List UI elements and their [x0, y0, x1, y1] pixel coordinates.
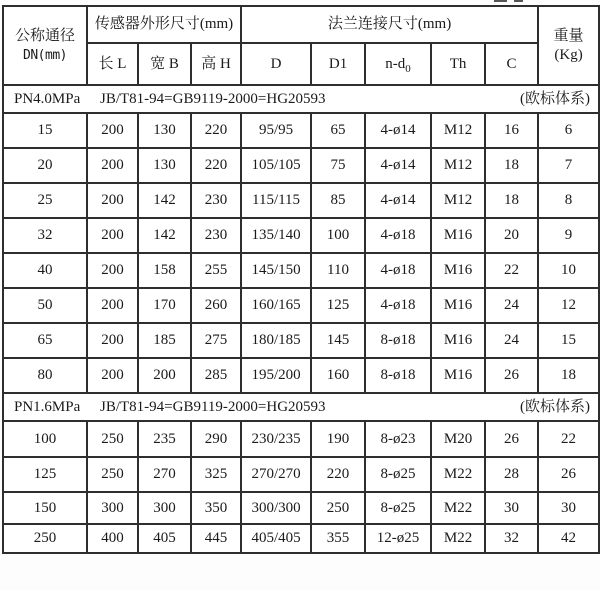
table-cell: 18: [485, 183, 538, 218]
dimension-spec-table: [2, 5, 600, 554]
table-cell: 12-ø25: [365, 524, 431, 553]
table-cell: 50: [3, 288, 87, 323]
table-cell: 405/405: [241, 524, 311, 553]
table-cell: 80: [3, 358, 87, 393]
table-cell: 95/95: [241, 113, 311, 148]
table-cell: 160: [311, 358, 365, 393]
table-row: [3, 113, 599, 148]
table-cell: 8-ø18: [365, 323, 431, 358]
table-cell: 200: [87, 253, 138, 288]
nd0-base: n-d: [385, 55, 406, 72]
col-header-height: 高 H: [191, 43, 241, 85]
table-cell: 15: [538, 323, 599, 358]
col-header-length: 长 L: [87, 43, 138, 85]
table-cell: 4-ø14: [365, 183, 431, 218]
table-cell: 200: [87, 288, 138, 323]
weight-unit: (Kg): [554, 46, 583, 63]
table-cell: 145: [311, 323, 365, 358]
table-cell: 8-ø25: [365, 492, 431, 524]
table-cell: 12: [538, 288, 599, 323]
table-cell: 26: [485, 358, 538, 393]
table-cell: 125: [311, 288, 365, 323]
table-cell: 4-ø18: [365, 253, 431, 288]
table-cell: 445: [191, 524, 241, 553]
table-cell: 7: [538, 148, 599, 183]
table-cell: 150: [3, 492, 87, 524]
col-header-width: 宽 B: [138, 43, 191, 85]
table-row: [3, 148, 599, 183]
table-cell: 290: [191, 421, 241, 457]
table-cell: 250: [87, 457, 138, 492]
table-cell: 220: [191, 113, 241, 148]
table-cell: 110: [311, 253, 365, 288]
table-cell: 250: [87, 421, 138, 457]
table-cell: 200: [87, 358, 138, 393]
table-cell: 24: [485, 288, 538, 323]
table-cell: M12: [431, 183, 485, 218]
table-cell: M22: [431, 492, 485, 524]
col-header-nd0: [365, 43, 431, 85]
table-cell: 220: [191, 148, 241, 183]
table-cell: 355: [311, 524, 365, 553]
table-cell: 200: [138, 358, 191, 393]
table-cell: 235: [138, 421, 191, 457]
table-cell: 42: [538, 524, 599, 553]
col-header-d1: D1: [311, 43, 365, 85]
table-cell: 400: [87, 524, 138, 553]
table-cell: 4-ø14: [365, 113, 431, 148]
table-cell: 4-ø18: [365, 218, 431, 253]
table-cell: 270: [138, 457, 191, 492]
table-cell: 250: [3, 524, 87, 553]
table-cell: 145/150: [241, 253, 311, 288]
table-row: [3, 218, 599, 253]
table-cell: M22: [431, 524, 485, 553]
table-cell: 255: [191, 253, 241, 288]
table-cell: 275: [191, 323, 241, 358]
col-header-th: Th: [431, 43, 485, 85]
col-header-dn: [3, 6, 87, 85]
table-cell: 325: [191, 457, 241, 492]
table-cell: 8-ø25: [365, 457, 431, 492]
table-cell: 190: [311, 421, 365, 457]
cropped-text-fragment: [514, 0, 523, 2]
table-cell: 4-ø18: [365, 288, 431, 323]
table-row: [3, 524, 599, 553]
table-cell: M16: [431, 218, 485, 253]
table-row: [3, 183, 599, 218]
section-cell: [3, 85, 599, 113]
table-cell: 300: [138, 492, 191, 524]
standard-reference: JB/T81-94=GB9119-2000=HG20593: [100, 398, 326, 415]
table-cell: 200: [87, 218, 138, 253]
table-cell: 65: [311, 113, 365, 148]
table-cell: 26: [485, 421, 538, 457]
pressure-rating-label: PN1.6MPa: [14, 398, 81, 415]
table-cell: 300: [87, 492, 138, 524]
table-cell: 350: [191, 492, 241, 524]
table-cell: 230: [191, 218, 241, 253]
table-cell: 160/165: [241, 288, 311, 323]
table-row: [3, 358, 599, 393]
col-header-weight: [538, 6, 599, 85]
table-cell: 180/185: [241, 323, 311, 358]
table-cell: 16: [485, 113, 538, 148]
header-row-sub: [3, 43, 599, 85]
nd0-subscript: 0: [405, 62, 411, 75]
col-header-c: C: [485, 43, 538, 85]
table-cell: 220: [311, 457, 365, 492]
weight-label: 重量: [553, 27, 584, 44]
table-cell: M16: [431, 288, 485, 323]
table-cell: 250: [311, 492, 365, 524]
cropped-text-fragment: [494, 0, 507, 2]
table-row: [3, 288, 599, 323]
table-cell: 285: [191, 358, 241, 393]
table-cell: 6: [538, 113, 599, 148]
table-cell: 230: [191, 183, 241, 218]
table-cell: 125: [3, 457, 87, 492]
table-cell: 195/200: [241, 358, 311, 393]
table-cell: 158: [138, 253, 191, 288]
table-cell: 85: [311, 183, 365, 218]
table-cell: 115/115: [241, 183, 311, 218]
table-cell: 130: [138, 113, 191, 148]
table-cell: 142: [138, 183, 191, 218]
header-row-groups: [3, 6, 599, 43]
table-cell: 32: [485, 524, 538, 553]
table-row: [3, 421, 599, 457]
table-cell: M16: [431, 358, 485, 393]
table-cell: 8-ø23: [365, 421, 431, 457]
table-cell: 200: [87, 183, 138, 218]
table-cell: 26: [538, 457, 599, 492]
table-cell: 200: [87, 148, 138, 183]
standard-reference: JB/T81-94=GB9119-2000=HG20593: [100, 90, 326, 107]
table-cell: 200: [87, 113, 138, 148]
table-cell: 65: [3, 323, 87, 358]
table-cell: 22: [538, 421, 599, 457]
table-cell: 135/140: [241, 218, 311, 253]
pressure-rating-label: PN4.0MPa: [14, 90, 81, 107]
table-cell: 40: [3, 253, 87, 288]
table-cell: 142: [138, 218, 191, 253]
table-cell: 300/300: [241, 492, 311, 524]
table-cell: M12: [431, 148, 485, 183]
table-cell: 185: [138, 323, 191, 358]
table-cell: 22: [485, 253, 538, 288]
table-cell: 15: [3, 113, 87, 148]
table-cell: 32: [3, 218, 87, 253]
table-cell: 230/235: [241, 421, 311, 457]
table-row: [3, 457, 599, 492]
table-cell: 20: [3, 148, 87, 183]
table-cell: 20: [485, 218, 538, 253]
table-cell: 405: [138, 524, 191, 553]
table-cell: 28: [485, 457, 538, 492]
table-cell: 18: [485, 148, 538, 183]
standard-system-note: (欧标体系): [520, 398, 591, 415]
table-cell: M16: [431, 323, 485, 358]
table-cell: 130: [138, 148, 191, 183]
section-row-pn16: [3, 393, 599, 421]
table-cell: 30: [538, 492, 599, 524]
table-cell: 9: [538, 218, 599, 253]
table-cell: M20: [431, 421, 485, 457]
table-cell: 170: [138, 288, 191, 323]
table-cell: 100: [3, 421, 87, 457]
table-cell: 105/105: [241, 148, 311, 183]
table-cell: 18: [538, 358, 599, 393]
table-cell: 4-ø14: [365, 148, 431, 183]
table-cell: 8-ø18: [365, 358, 431, 393]
table-cell: M12: [431, 113, 485, 148]
table-cell: 100: [311, 218, 365, 253]
section-row-pn40: [3, 85, 599, 113]
table-cell: 260: [191, 288, 241, 323]
col-header-d: D: [241, 43, 311, 85]
table-cell: 30: [485, 492, 538, 524]
table-cell: 24: [485, 323, 538, 358]
dn-unit: DN(mm): [23, 47, 67, 63]
table-cell: 75: [311, 148, 365, 183]
table-cell: M16: [431, 253, 485, 288]
section-cell: [3, 393, 599, 421]
table-row: [3, 492, 599, 524]
dn-label: 公称通径: [14, 28, 75, 44]
table-cell: 10: [538, 253, 599, 288]
col-group-sensor-dimensions: 传感器外形尺寸(mm): [87, 6, 241, 43]
standard-system-note: (欧标体系): [520, 90, 591, 107]
table-cell: 200: [87, 323, 138, 358]
table-cell: 270/270: [241, 457, 311, 492]
table-cell: 25: [3, 183, 87, 218]
table-row: [3, 323, 599, 358]
col-group-flange-dimensions: 法兰连接尺寸(mm): [241, 6, 538, 43]
table-cell: 8: [538, 183, 599, 218]
table-row: [3, 253, 599, 288]
table-cell: M22: [431, 457, 485, 492]
